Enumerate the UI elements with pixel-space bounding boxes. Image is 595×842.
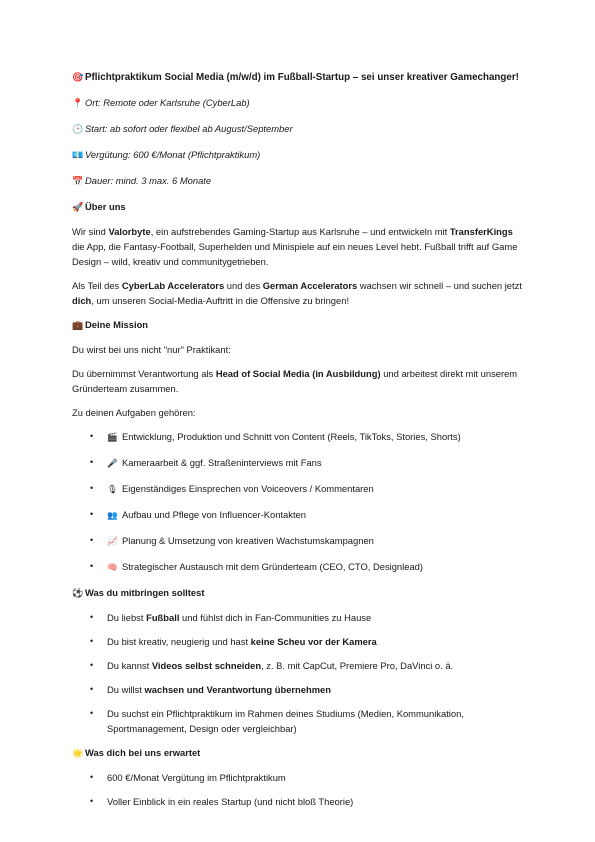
list-item: • Du liebst Fußball und fühlst dich in Fan-Communities zu Hause <box>90 612 372 623</box>
list-item: • 600 €/Monat Vergütung im Pflichtpraktikum <box>90 772 286 783</box>
calendar-icon: 📅 <box>72 177 84 187</box>
rocket-icon: 🚀 <box>72 203 84 213</box>
expect-heading: 🌟 Was dich bei uns erwartet <box>72 745 524 762</box>
mission-paragraph-2: Du übernimmst Verantwortung als Head of Social Media (in Ausbildung) und arbeitest direkt mit unserem Gründerteam zusammen. <box>72 368 518 394</box>
people-icon: 👥 <box>107 511 118 521</box>
mission-paragraph-1: Du wirst bei uns nicht "nur" Praktikant: <box>72 344 231 355</box>
soccer-ball-icon: ⚽ <box>72 589 84 599</box>
document-content <box>72 70 524 818</box>
bullet: • <box>90 561 94 571</box>
bullet: • <box>90 431 94 441</box>
about-paragraph-2: Als Teil des CyberLab Accelerators und des German Accelerators wachsen wir schnell – und suchen jetzt dich, um unseren Social-Media-Auftritt in die Offensive zu bringen! <box>72 280 522 306</box>
clock-icon: 🕒 <box>72 125 84 135</box>
bullet: • <box>90 483 94 493</box>
list-item: • 🧠 Strategischer Austausch mit dem Gründerteam (CEO, CTO, Designlead) <box>72 559 524 576</box>
bullet: • <box>90 660 94 670</box>
bullet: • <box>90 772 94 782</box>
star-icon: 🌟 <box>72 749 84 759</box>
meta-start: 🕒 Start: ab sofort oder flexibel ab August/September <box>72 121 524 138</box>
money-icon: 💶 <box>72 151 84 161</box>
list-item: • Voller Einblick in ein reales Startup (und nicht bloß Theorie) <box>90 796 354 807</box>
meta-duration: 📅 Dauer: mind. 3 max. 6 Monate <box>72 173 524 190</box>
list-item: • Du suchst ein Pflichtpraktikum im Rahmen deines Studiums (Medien, Kommunikation, Sportmanagement, Design oder vergleichbar) <box>90 708 464 734</box>
list-item: • 🎬 Entwicklung, Produktion und Schnitt von Content (Reels, TikToks, Stories, Shorts) <box>72 429 524 446</box>
chart-up-icon: 📈 <box>107 537 118 547</box>
briefcase-icon: 💼 <box>72 321 84 331</box>
bullet: • <box>90 636 94 646</box>
bullet: • <box>90 457 94 467</box>
brain-icon: 🧠 <box>107 563 118 573</box>
list-item: • 📈 Planung & Umsetzung von kreativen Wachstumskampagnen <box>72 533 524 550</box>
list-item: • 👥 Aufbau und Pflege von Influencer-Kontakten <box>72 507 524 524</box>
list-item: • Du kannst Videos selbst schneiden, z. B. mit CapCut, Premiere Pro, DaVinci o. ä. <box>90 660 454 671</box>
bullet: • <box>90 535 94 545</box>
studio-mic-icon: 🎙 <box>107 485 118 495</box>
about-heading: 🚀 Über uns <box>72 199 524 216</box>
target-icon: 🎯 <box>72 73 84 83</box>
tasks-intro: Zu deinen Aufgaben gehören: <box>72 407 196 418</box>
mission-heading: 💼 Deine Mission <box>72 317 524 334</box>
list-item: • 🎤 Kameraarbeit & ggf. Straßeninterviews mit Fans <box>72 455 524 472</box>
pin-icon: 📍 <box>72 99 84 109</box>
meta-pay: 💶 Vergütung: 600 €/Monat (Pflichtpraktikum) <box>72 147 524 164</box>
clapperboard-icon: 🎬 <box>107 433 118 443</box>
expect-list <box>72 770 524 809</box>
tasks-list <box>72 429 524 576</box>
about-paragraph-1: Wir sind Valorbyte, ein aufstrebendes Gaming-Startup aus Karlsruhe – und entwickeln mit TransferKings die App, die Fantasy-Football, Superhelden und Minispiele auf ein neues Level hebt. Fußball trifft auf Game Design – wild, kreativ und communitygetrieben. <box>72 226 518 267</box>
list-item: • Du willst wachsen und Verantwortung übernehmen <box>90 684 331 695</box>
microphone-icon: 🎤 <box>107 459 118 469</box>
bullet: • <box>90 612 94 622</box>
meta-location: 📍 Ort: Remote oder Karlsruhe (CyberLab) <box>72 95 524 112</box>
job-title: 🎯 Pflichtpraktikum Social Media (m/w/d) im Fußball-Startup – sei unser kreativer Gamechanger! <box>72 70 524 86</box>
list-item: • 🎙 Eigenständiges Einsprechen von Voiceovers / Kommentaren <box>72 481 524 498</box>
bullet: • <box>90 684 94 694</box>
bring-list <box>72 610 524 736</box>
bullet: • <box>90 796 94 806</box>
bring-heading: ⚽ Was du mitbringen solltest <box>72 585 524 602</box>
bullet: • <box>90 708 94 718</box>
list-item: • Du bist kreativ, neugierig und hast keine Scheu vor der Kamera <box>90 636 377 647</box>
bullet: • <box>90 509 94 519</box>
